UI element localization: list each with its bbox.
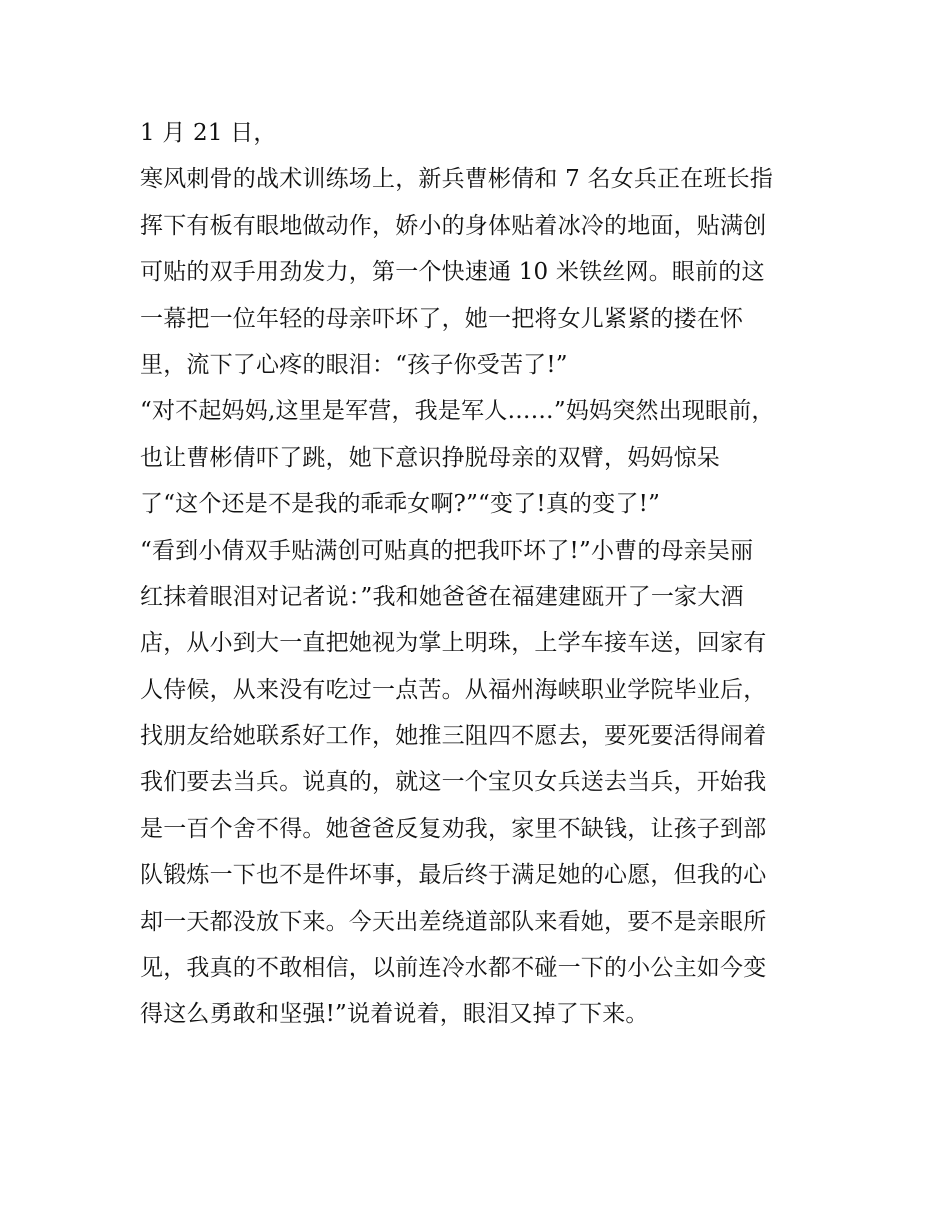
text-line: 见，我真的不敢相信，以前连冷水都不碰一下的小公主如今变 — [140, 955, 767, 982]
text-line: 得这么勇敢和坚强!”说着说着，眼泪又掉了下来。 — [140, 1001, 649, 1028]
text-line: 里，流下了心疼的眼泪：“孩子你受苦了!” — [140, 351, 568, 378]
text-line: “看到小倩双手贴满创可贴真的把我吓坏了!”小曹的母亲吴丽 — [140, 537, 754, 564]
text-line: 可贴的双手用劲发力，第一个快速通 10 米铁丝网。眼前的这 — [140, 259, 765, 286]
text-line: 店，从小到大一直把她视为掌上明珠，上学车接车送，回家有 — [140, 630, 767, 657]
article-body — [140, 110, 820, 1038]
text-line: 一幕把一位年轻的母亲吓坏了，她一把将女儿紧紧的搂在怀 — [140, 305, 744, 332]
text-line: 我们要去当兵。说真的，就这一个宝贝女兵送去当兵，开始我 — [140, 769, 767, 796]
text-line: “对不起妈妈,这里是军营，我是军人……”妈妈突然出现眼前， — [140, 398, 775, 425]
text-line: 却一天都没放下来。今天出差绕道部队来看她，要不是亲眼所 — [140, 908, 767, 935]
text-line: 人侍候，从来没有吃过一点苦。从福州海峡职业学院毕业后， — [140, 676, 767, 703]
text-line: 找朋友给她联系好工作，她推三阻四不愿去，要死要活得闹着 — [140, 723, 767, 750]
text-line: 挥下有板有眼地做动作，娇小的身体贴着冰冷的地面，贴满创 — [140, 212, 767, 239]
text-line: 是一百个舍不得。她爸爸反复劝我，家里不缺钱，让孩子到部 — [140, 815, 767, 842]
text-line: 了“这个还是不是我的乖乖女啊?”“变了!真的变了!” — [140, 491, 661, 518]
text-line: 1 月 21 日， — [140, 120, 277, 146]
text-line: 寒风刺骨的战术训练场上，新兵曹彬倩和 7 名女兵正在班长指 — [140, 166, 774, 193]
text-line: 队锻炼一下也不是件坏事，最后终于满足她的心愿，但我的心 — [140, 862, 767, 889]
text-line: 也让曹彬倩吓了跳，她下意识挣脱母亲的双臂，妈妈惊呆 — [140, 444, 720, 471]
text-line: 红抹着眼泪对记者说：”我和她爸爸在福建建瓯开了一家大酒 — [140, 583, 744, 610]
